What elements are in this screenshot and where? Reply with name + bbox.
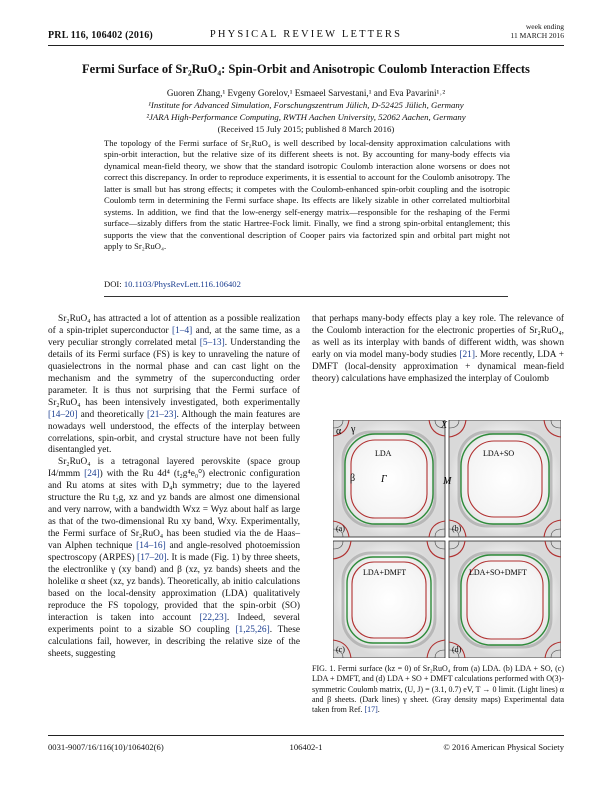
text-run: . More recently, LDA + DMFT (local-density approximation + dynamical mean-field theory) calculations have emphasized the interplay of Coulomb: [312, 349, 564, 384]
citation-link[interactable]: [14–20]: [48, 409, 78, 420]
page-number: 106402-1: [289, 742, 323, 752]
citation-link[interactable]: [1–4]: [172, 325, 193, 336]
abstract-rule: [104, 296, 508, 297]
text-run: Sr₂RuO₄ has attracted a lot of attention as a possible realization of a spin-triplet superconductor: [48, 314, 300, 336]
panel-c-tag: (c): [336, 645, 345, 654]
citation-link[interactable]: [5–13]: [199, 337, 225, 348]
received-date: (Received 15 July 2015; published 8 March 2016): [217, 124, 395, 134]
footer-rule: [48, 735, 564, 736]
panel-b-label: LDA+SO: [483, 449, 515, 458]
header-rule: [48, 45, 564, 46]
paragraph-structure: [48, 457, 300, 660]
label-gamma: γ: [351, 424, 356, 435]
citation-link[interactable]: [24]: [84, 469, 100, 480]
label-beta: β: [350, 473, 356, 484]
citation-link[interactable]: [22,23]: [199, 612, 227, 623]
text-run: . Understanding the details of its Fermi surface (FS) is key to unraveling the nature of quasielectrons in the normal phase and can cast light on the mechanism and the symmetry of the superconducting order parameter. It is thus not surprising that the Fermi surface of Sr₂RuO₄ has been intensively investigated, both experimentally: [48, 337, 300, 408]
left-column: [48, 314, 300, 661]
citation-link[interactable]: [21]: [459, 349, 475, 360]
copyright: © 2016 American Physical Society: [443, 742, 564, 752]
panel-b: [440, 420, 561, 537]
panel-a: [333, 420, 445, 537]
text-run: . These calculations fail, however, in describing the relative size of the sheets, suggesting: [48, 624, 300, 659]
journal-citation: PRL 116, 106402 (2016): [48, 30, 153, 41]
affiliation-2: ²JARA High-Performance Computing, RWTH Aachen University, 52062 Aachen, Germany: [146, 112, 466, 122]
panel-d-frame: [449, 541, 561, 658]
panel-c-label: LDA+DMFT: [363, 568, 407, 577]
paragraph-intro: [48, 314, 300, 457]
label-X-point: X: [441, 420, 448, 431]
panel-d-tag: (d): [452, 645, 462, 654]
panel-d-label: LDA+SO+DMFT: [469, 568, 527, 577]
panel-c: [333, 541, 445, 658]
text-run: that perhaps many-body effects play a key role. The relevance of the Coulomb interaction for the electronic properties of Sr₂RuO₄, as well as its interplay with bands of different width, was shown early on via model many-body studies: [312, 314, 564, 360]
doi-link[interactable]: 10.1103/PhysRevLett.116.106402: [123, 279, 241, 289]
text-run: and, at the same time, as a very peculiar strongly correlated metal: [48, 325, 300, 348]
paper-title: Fermi Surface of Sr₂RuO₄: Spin-Orbit and Anisotropic Coulomb Interaction Effects: [82, 62, 530, 76]
label-Gamma-point: Γ: [381, 474, 387, 485]
label-alpha: α: [336, 426, 342, 437]
label-M-point: M: [443, 476, 452, 487]
caption-end: .: [377, 705, 380, 715]
text-run: . Indeed, several experiments point to a sizable SO coupling: [48, 612, 300, 635]
panel-b-tag: (b): [452, 524, 462, 533]
fermi-surface-figure: [333, 420, 561, 658]
paragraph-continued: [312, 314, 564, 386]
figure-1-caption: [312, 664, 564, 715]
right-column: [312, 314, 564, 386]
footer-code: 0031-9007/16/116(10)/106402(6): [48, 742, 164, 752]
journal-name: PHYSICAL REVIEW LETTERS: [209, 29, 403, 40]
figure-1: [333, 420, 561, 658]
text-run: Sr₂RuO₄ is a tetragonal layered perovskite (space group I4/mmm: [48, 457, 300, 480]
citation-link[interactable]: [1,25,26]: [235, 624, 270, 635]
author-list: Guoren Zhang,¹ Evgeny Gorelov,¹ Esmaeel Sarvestani,¹ and Eva Pavarini¹˒²: [166, 88, 446, 98]
citation-link[interactable]: [21–23]: [146, 409, 177, 420]
text-run: and theoretically: [77, 409, 147, 420]
text-run: . Although the main features are nowadays well understood, the effects of the interplay between correlations, spin-orbit, and crystal structure have not been fully disentangled yet.: [48, 409, 301, 456]
panel-c-frame: [333, 541, 445, 658]
panel-a-tag: (a): [336, 524, 345, 533]
issue-date-line1: week ending: [525, 22, 564, 31]
panel-d: [449, 541, 561, 658]
affiliation-1: ¹Institute for Advanced Simulation, Forschungszentrum Jülich, D-52425 Jülich, Germany: [148, 100, 464, 110]
doi: [104, 279, 241, 289]
panel-b-frame: [449, 420, 561, 537]
citation-link[interactable]: [14–16]: [136, 541, 166, 552]
text-run: and angle-resolved photoemission spectroscopy (ARPES): [48, 541, 300, 564]
citation-link[interactable]: [17]: [364, 705, 378, 715]
doi-label: DOI:: [104, 279, 122, 289]
text-run: . It is made (Fig. 1) by three sheets, the electronlike γ (xy band) and β (xz, yz bands) sheets and the holelike α sheet (xz, yz bands). Theoretically, ab initio calculations based on the local-density approximation (LDA) qualitatively reproduce the FS topology, provided that the spin-orbit (SO) interaction is taken into account: [48, 553, 300, 623]
abstract: The topology of the Fermi surface of Sr₂RuO₄ is well described by local-density approximation calculations with spin-orbit interaction, but the relative size of its different sheets is not. By accounting for many-body effects via dynamical mean-field theory, we show that the standard isotropic Coulomb interaction alone worsens or does not correct this discrepancy. In order to reproduce experiments, it is essential to account for the Coulomb anisotropy. The latter is small but has strong effects; it competes with the Coulomb-enhanced spin-orbit coupling and the isotropic Coulomb term in determining the Fermi surface shape. Its effects are likely sizable in other correlated multiorbital systems. In addition, we find that the low-energy self-energy matrix—responsible for the reshaping of the Fermi surface—sizably differs from the static Hartree-Fock limit. Finally, we find a strong spin-orbital entanglement; this supports the view that the conventional description of Cooper pairs via factorized spin and orbital part might not apply to Sr₂RuO₄.: [104, 138, 510, 252]
text-run: ) with the Ru 4d⁴ (t₂g⁴e₀⁰) electronic configuration and Ru atoms at sites with D₄h symmetry; due to the layered structure the Ru t₂g, xz and yz bands are almost one dimensional and very narrow, with a bandwidth Wxz = Wyz about half as large as that of the two-dimensional Ru xy band, Wxy. Experimentally, the Fermi surface of Sr₂RuO₄ has been studied via the de Haas–van Alphen technique: [48, 469, 300, 552]
issue-date: [470, 22, 564, 40]
panel-a-label: LDA: [375, 449, 392, 458]
citation-link[interactable]: [17–20]: [137, 553, 167, 564]
issue-date-line2: 11 MARCH 2016: [510, 31, 564, 40]
caption-text: FIG. 1. Fermi surface (kz = 0) of Sr₂RuO₄ from (a) LDA. (b) LDA + SO, (c) LDA + DMFT, and (d) LDA + SO + DMFT calculations performed with O(3)-symmetric Coulomb matrix, (U, J) = (3.1, 0.7) eV, T → 0 limit. (Light lines) α and β sheets. (Dark lines) γ sheet. (Gray density maps) Experimental data taken from Ref.: [312, 664, 564, 715]
